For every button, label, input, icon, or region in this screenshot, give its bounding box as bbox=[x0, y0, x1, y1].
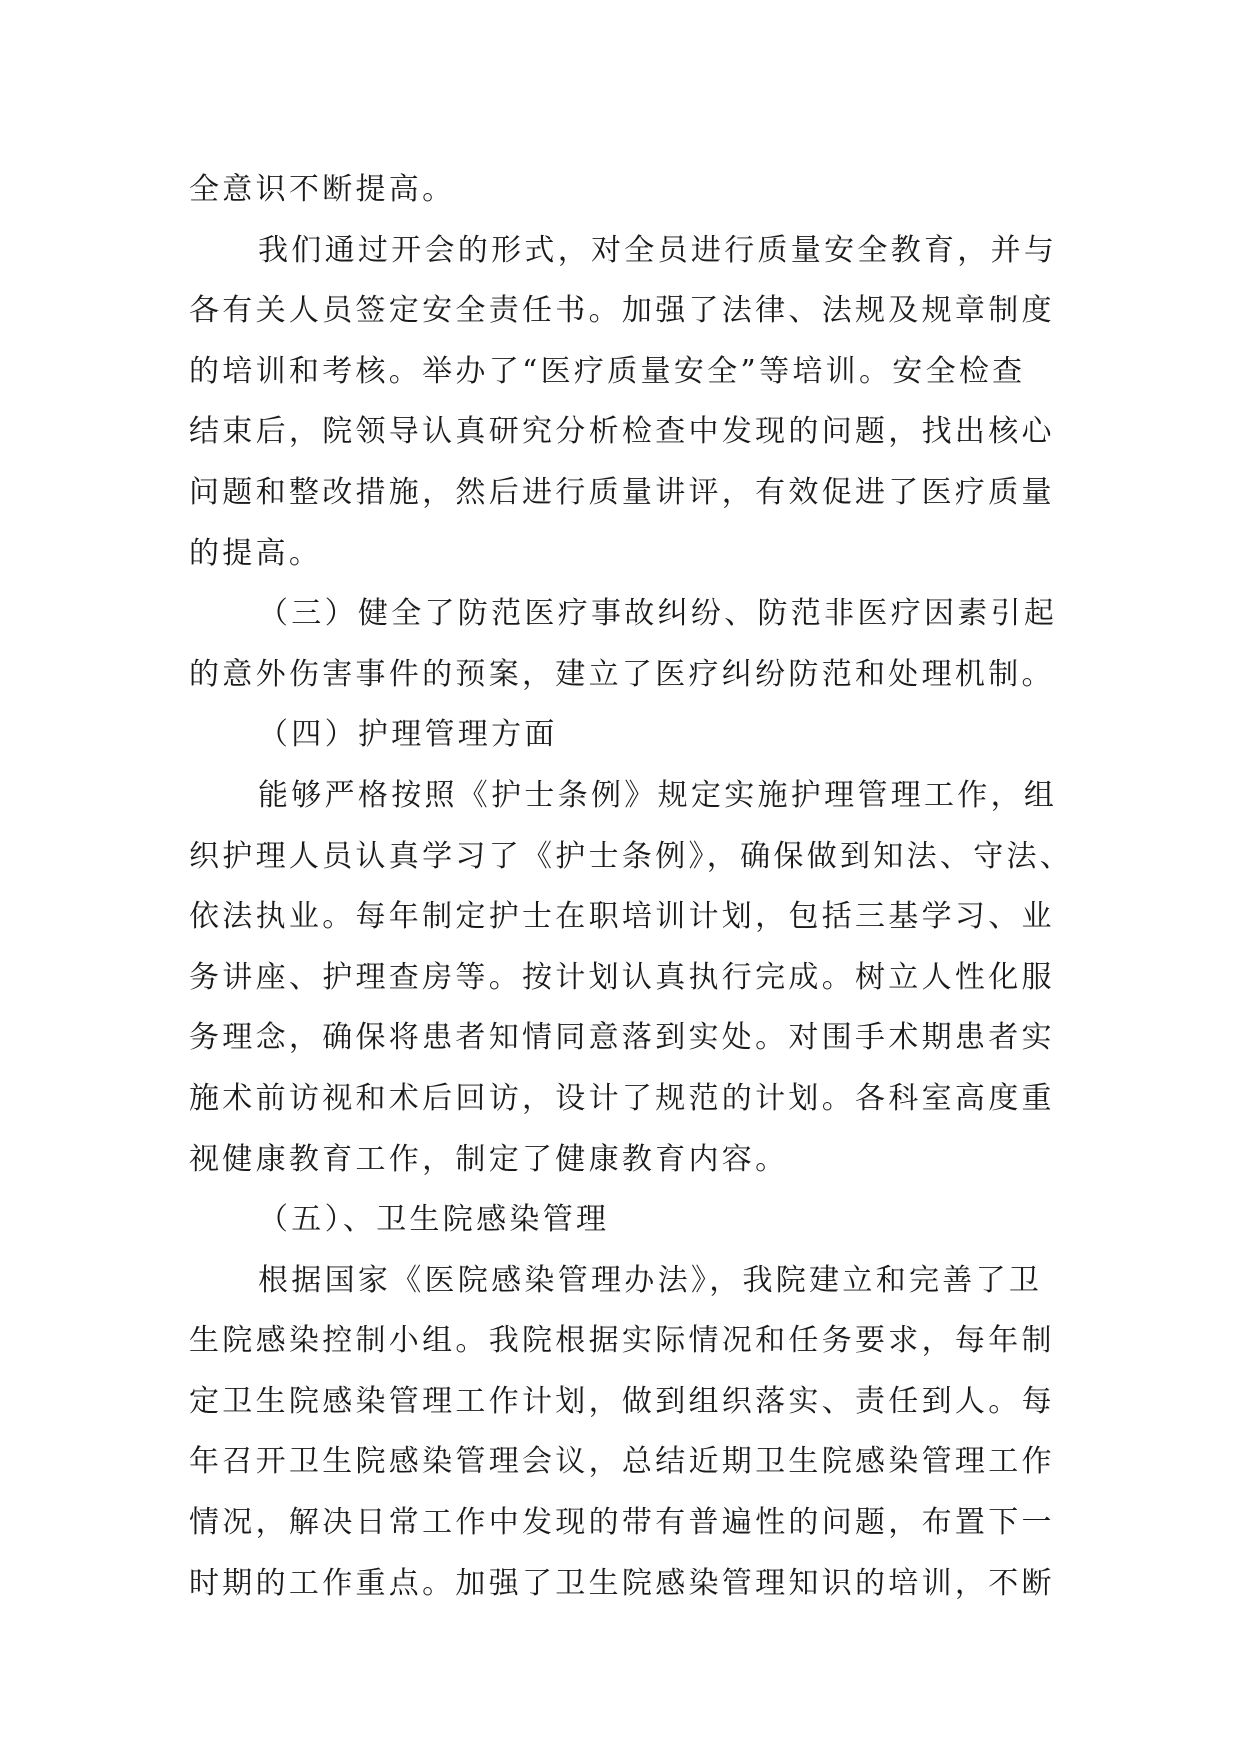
paragraph-line: 定卫生院感染管理工作计划，做到组织落实、责任到人。每 bbox=[189, 1383, 1055, 1419]
section-heading: （五）、卫生院感染管理 bbox=[258, 1202, 610, 1238]
paragraph-line: 施术前访视和术后回访，设计了规范的计划。各科室高度重 bbox=[189, 1080, 1055, 1116]
paragraph-line: 的培训和考核。举办了“医疗质量安全”等培训。安全检查 bbox=[189, 353, 1026, 389]
paragraph-line: 的意外伤害事件的预案，建立了医疗纠纷防范和处理机制。 bbox=[189, 656, 1055, 692]
paragraph-line: 视健康教育工作，制定了健康教育内容。 bbox=[189, 1141, 789, 1177]
body-text bbox=[189, 160, 1074, 1614]
paragraph-line: 我们通过开会的形式，对全员进行质量安全教育，并与 bbox=[258, 232, 1058, 268]
paragraph-line: （三）健全了防范医疗事故纠纷、防范非医疗因素引起 bbox=[258, 596, 1058, 632]
paragraph-line: 年召开卫生院感染管理会议，总结近期卫生院感染管理工作 bbox=[189, 1444, 1055, 1480]
paragraph-line: 务讲座、护理查房等。按计划认真执行完成。树立人性化服 bbox=[189, 959, 1055, 995]
paragraph-line: 结束后，院领导认真研究分析检查中发现的问题，找出核心 bbox=[189, 414, 1055, 450]
paragraph-line: 各有关人员签定安全责任书。加强了法律、法规及规章制度 bbox=[189, 293, 1055, 329]
paragraph-line: 织护理人员认真学习了《护士条例》，确保做到知法、守法、 bbox=[189, 838, 1074, 874]
paragraph-line: 能够严格按照《护士条例》规定实施护理管理工作，组 bbox=[258, 777, 1058, 813]
section-heading: （四）护理管理方面 bbox=[258, 717, 558, 753]
paragraph-line: 生院感染控制小组。我院根据实际情况和任务要求，每年制 bbox=[189, 1323, 1055, 1359]
paragraph-line: 情况，解决日常工作中发现的带有普遍性的问题，布置下一 bbox=[189, 1505, 1055, 1541]
paragraph-line: 根据国家《医院感染管理办法》，我院建立和完善了卫 bbox=[258, 1262, 1043, 1298]
paragraph-line: 的提高。 bbox=[189, 535, 323, 571]
paragraph-line: 全意识不断提高。 bbox=[189, 172, 456, 207]
paragraph-line: 问题和整改措施，然后进行质量讲评，有效促进了医疗质量 bbox=[189, 474, 1055, 510]
paragraph-line: 时期的工作重点。加强了卫生院感染管理知识的培训，不断 bbox=[189, 1565, 1055, 1601]
paragraph-line: 依法执业。每年制定护士在职培训计划，包括三基学习、业 bbox=[189, 899, 1055, 935]
paragraph-line: 务理念，确保将患者知情同意落到实处。对围手术期患者实 bbox=[189, 1020, 1055, 1056]
